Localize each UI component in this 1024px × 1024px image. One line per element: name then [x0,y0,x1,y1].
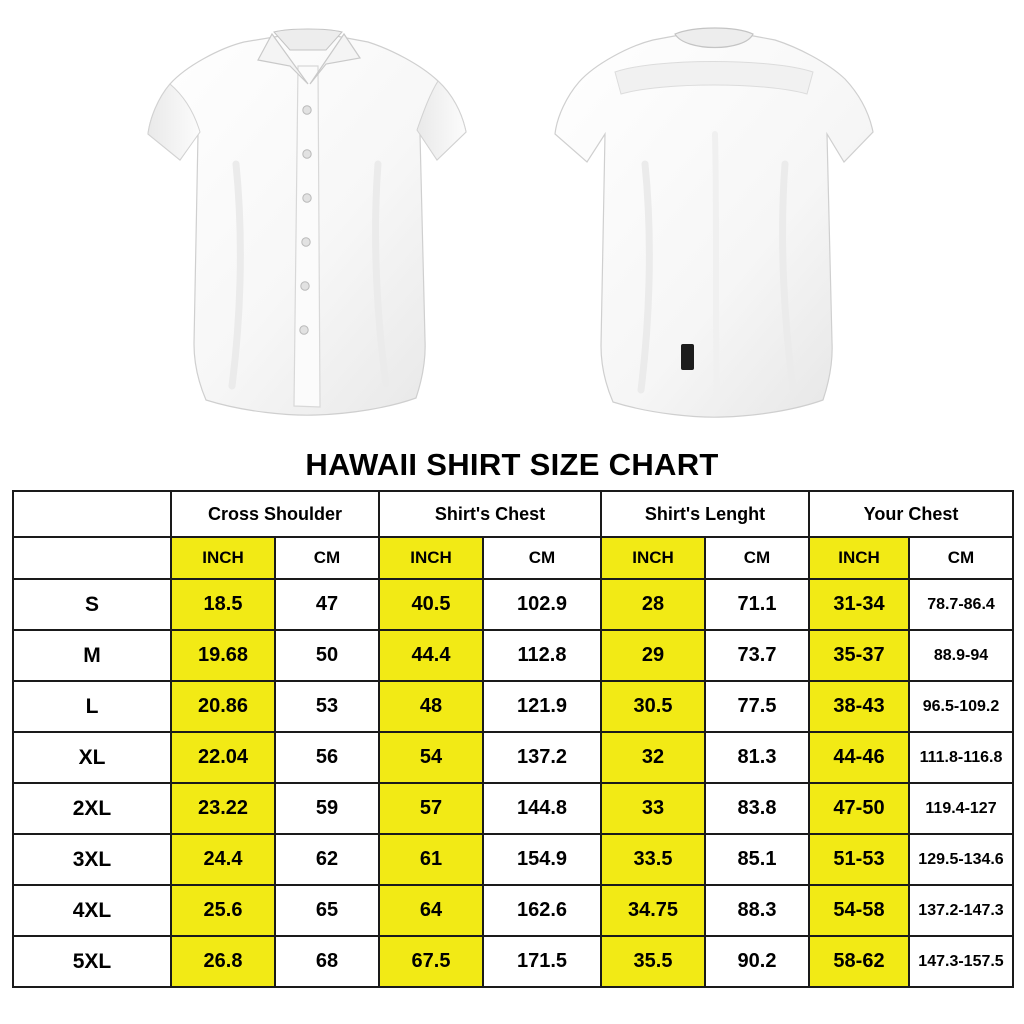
length-cm: 90.2 [705,936,809,987]
cross-shoulder-cm: 59 [275,783,379,834]
cross-shoulder-inch: 25.6 [171,885,275,936]
length-inch: 33.5 [601,834,705,885]
chest-cm: 121.9 [483,681,601,732]
your-chest-inch: 38-43 [809,681,909,732]
length-cm: 71.1 [705,579,809,630]
chest-inch: 44.4 [379,630,483,681]
group-header-shirts-chest: Shirt's Chest [379,491,601,537]
your-chest-cm: 96.5-109.2 [909,681,1013,732]
chest-cm: 112.8 [483,630,601,681]
size-label: S [13,579,171,630]
length-cm: 83.8 [705,783,809,834]
group-header-your-chest: Your Chest [809,491,1013,537]
cross-shoulder-cm: 62 [275,834,379,885]
your-chest-inch: 54-58 [809,885,909,936]
group-header-cross-shoulder: Cross Shoulder [171,491,379,537]
chest-inch: 54 [379,732,483,783]
your-chest-inch: 58-62 [809,936,909,987]
size-label: M [13,630,171,681]
length-cm: 85.1 [705,834,809,885]
your-chest-inch: 51-53 [809,834,909,885]
cross-shoulder-cm: 65 [275,885,379,936]
chest-cm: 102.9 [483,579,601,630]
your-chest-inch: 31-34 [809,579,909,630]
unit-corner-cell [13,537,171,579]
unit-cross-shoulder-cm: CM [275,537,379,579]
unit-header-row [13,537,1013,579]
chest-inch: 64 [379,885,483,936]
cross-shoulder-cm: 68 [275,936,379,987]
cross-shoulder-cm: 50 [275,630,379,681]
length-inch: 34.75 [601,885,705,936]
length-inch: 33 [601,783,705,834]
your-chest-inch: 44-46 [809,732,909,783]
unit-your-chest-cm: CM [909,537,1013,579]
chest-cm: 154.9 [483,834,601,885]
unit-chest-cm: CM [483,537,601,579]
chest-cm: 162.6 [483,885,601,936]
unit-length-cm: CM [705,537,809,579]
size-label: L [13,681,171,732]
table-row [13,783,1013,834]
size-label: XL [13,732,171,783]
cross-shoulder-cm: 47 [275,579,379,630]
cross-shoulder-inch: 24.4 [171,834,275,885]
table-row [13,885,1013,936]
unit-cross-shoulder-inch: INCH [171,537,275,579]
length-inch: 28 [601,579,705,630]
cross-shoulder-inch: 22.04 [171,732,275,783]
your-chest-cm: 129.5-134.6 [909,834,1013,885]
corner-cell [13,491,171,537]
size-label: 3XL [13,834,171,885]
size-label: 2XL [13,783,171,834]
unit-length-inch: INCH [601,537,705,579]
table-row [13,579,1013,630]
table-row [13,681,1013,732]
shirt-illustrations [0,0,1024,445]
table-row [13,732,1013,783]
length-cm: 73.7 [705,630,809,681]
chest-inch: 67.5 [379,936,483,987]
your-chest-inch: 35-37 [809,630,909,681]
your-chest-cm: 88.9-94 [909,630,1013,681]
size-chart-table-wrapper [12,490,1012,988]
length-inch: 30.5 [601,681,705,732]
your-chest-cm: 111.8-116.8 [909,732,1013,783]
page-title: HAWAII SHIRT SIZE CHART [305,447,719,482]
length-cm: 81.3 [705,732,809,783]
chest-cm: 144.8 [483,783,601,834]
cross-shoulder-cm: 53 [275,681,379,732]
unit-your-chest-inch: INCH [809,537,909,579]
cross-shoulder-inch: 26.8 [171,936,275,987]
chest-inch: 57 [379,783,483,834]
table-row [13,630,1013,681]
your-chest-cm: 147.3-157.5 [909,936,1013,987]
shirt-back-icon [545,14,875,434]
cross-shoulder-cm: 56 [275,732,379,783]
chest-inch: 40.5 [379,579,483,630]
unit-chest-inch: INCH [379,537,483,579]
size-chart-table [12,490,1014,988]
size-label: 5XL [13,936,171,987]
your-chest-cm: 119.4-127 [909,783,1013,834]
table-row [13,936,1013,987]
shirt-front-icon [140,14,470,434]
chest-inch: 48 [379,681,483,732]
length-cm: 77.5 [705,681,809,732]
cross-shoulder-inch: 20.86 [171,681,275,732]
length-inch: 32 [601,732,705,783]
length-inch: 29 [601,630,705,681]
your-chest-cm: 78.7-86.4 [909,579,1013,630]
chest-cm: 137.2 [483,732,601,783]
size-label: 4XL [13,885,171,936]
chest-cm: 171.5 [483,936,601,987]
table-row [13,834,1013,885]
your-chest-inch: 47-50 [809,783,909,834]
cross-shoulder-inch: 23.22 [171,783,275,834]
group-header-row [13,491,1013,537]
your-chest-cm: 137.2-147.3 [909,885,1013,936]
chest-inch: 61 [379,834,483,885]
cross-shoulder-inch: 18.5 [171,579,275,630]
length-cm: 88.3 [705,885,809,936]
group-header-shirts-lenght: Shirt's Lenght [601,491,809,537]
length-inch: 35.5 [601,936,705,987]
cross-shoulder-inch: 19.68 [171,630,275,681]
